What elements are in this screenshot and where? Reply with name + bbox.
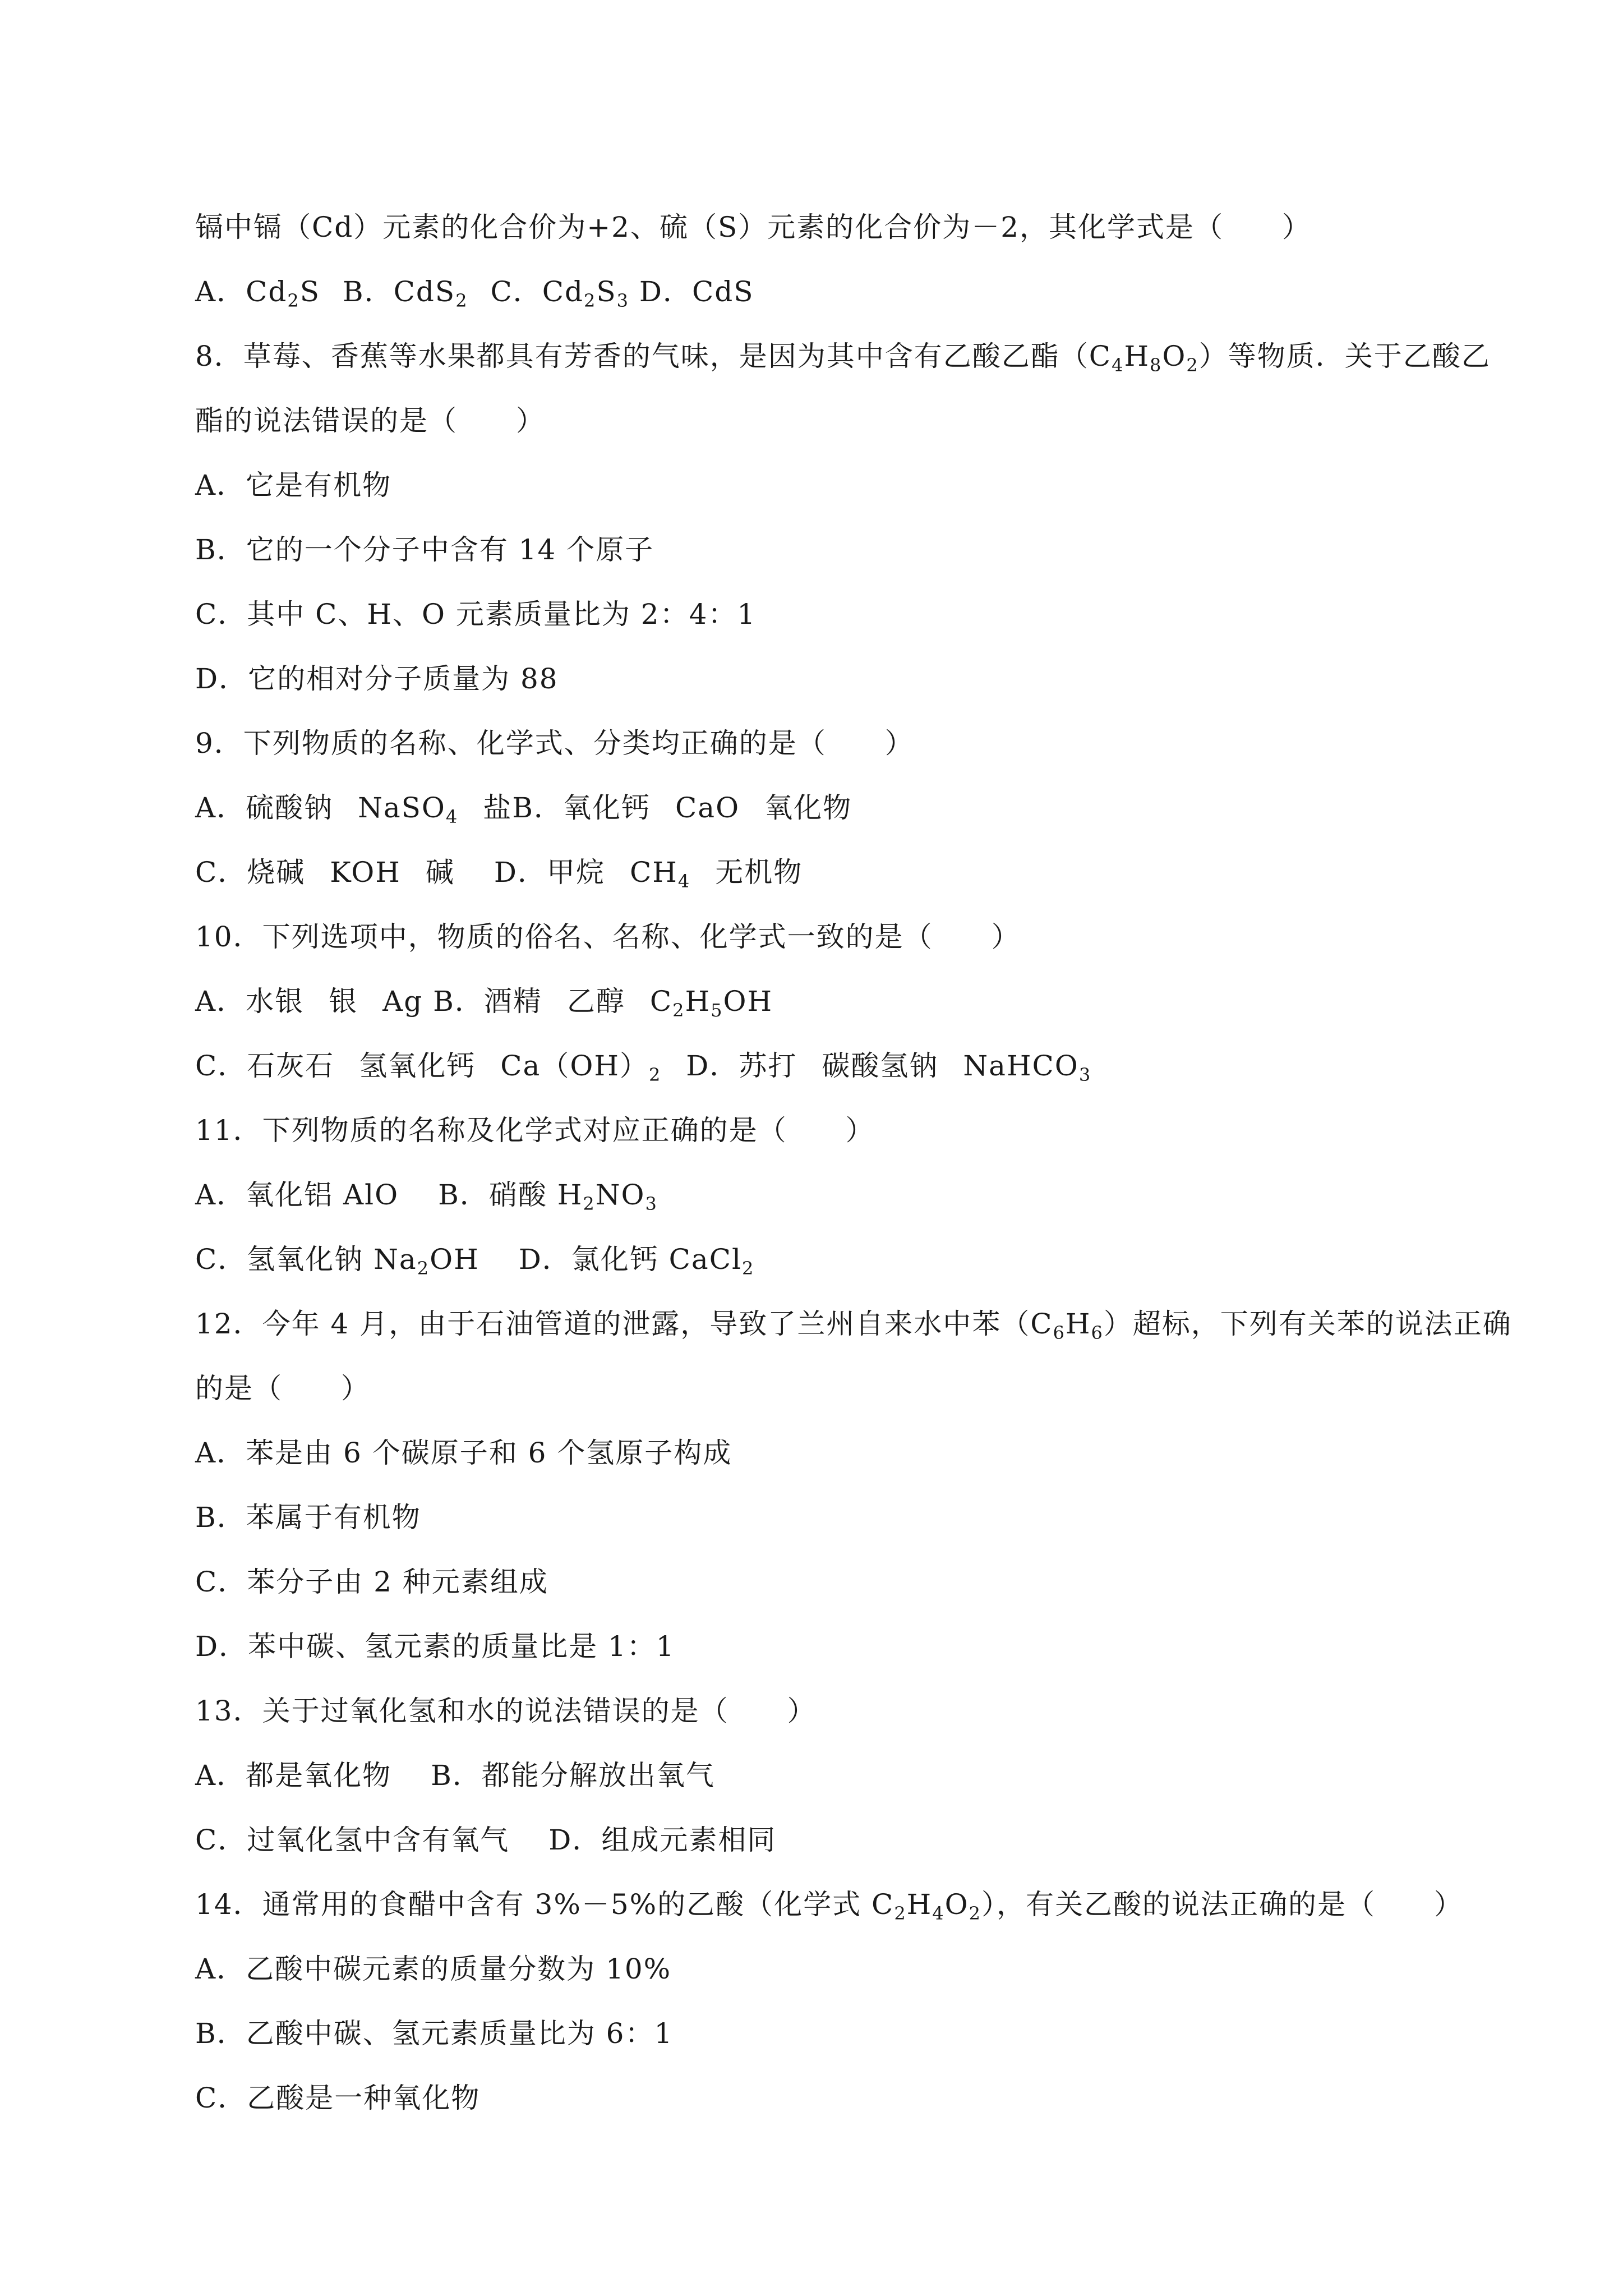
q14-option-b: B．乙酸中碳、氢元素质量比为 6：1 — [195, 2017, 674, 2050]
q14-option-c: C．乙酸是一种氧化物 — [195, 2082, 481, 2114]
q13-options-ab: A．都是氧化物 B．都能分解放出氧气 — [195, 1759, 715, 1792]
q8-option-b: B．它的一个分子中含有 14 个原子 — [195, 533, 654, 566]
q10-options-cd: C．石灰石 氢氧化钙 $Ca(OH)_2$ D．苏打 碳酸氢钠 NaHCO$_3$ — [195, 1050, 1092, 1085]
q13-options-cd: C．过氧化氢中含有氧气 D．组成元素相同 — [195, 1824, 777, 1856]
q11-options-ab: A．氧化铝 AlO B．硝酸 $H_2NO_3$ — [195, 1179, 658, 1214]
q8-option-a: A．它是有机物 — [195, 469, 392, 501]
q8-option-c: C．其中 C、H、O 元素质量比为 2：4：1 — [195, 598, 757, 631]
q8-stem-line1: 8．草莓、香蕉等水果都具有芳香的气味，是因为其中含有乙酸乙酯$(C_4H_8O_2)$等物质．关于乙酸乙 — [195, 340, 1491, 376]
q14-stem: 14．通常用的食醋中含有 3%－5%的乙酸（化学式 $C_2H_4O_2$），有关乙酸的说法正确的是（ ） — [195, 1888, 1463, 1924]
q7-stem-continuation: 镉中镉（Cd）元素的化合价为+2、硫（S）元素的化合价为－2，其化学式是（ ） — [195, 211, 1312, 243]
q12-stem-line2: 的是（ ） — [195, 1372, 370, 1405]
q9-options-cd: C．烧碱 KOH 碱 D．甲烷 $CH_4$ 无机物 — [195, 856, 803, 892]
q8-option-d: D．它的相对分子质量为 88 — [195, 662, 559, 695]
q7-options: A．$Cd_2S$ B．CdS$_2$ C．$Cd_2S_3$ D．CdS — [195, 275, 754, 311]
q13-stem: 13．关于过氧化氢和水的说法错误的是（ ） — [195, 1695, 817, 1727]
q12-option-d: D．苯中碳、氢元素的质量比是 1：1 — [195, 1630, 675, 1663]
q9-stem: 9．下列物质的名称、化学式、分类均正确的是（ ） — [195, 727, 914, 760]
q9-options-ab: A．硫酸钠 NaSO$_4$ 盐B．氧化钙 CaO 氧化物 — [195, 792, 852, 827]
q11-stem: 11．下列物质的名称及化学式对应正确的是（ ） — [195, 1114, 875, 1147]
q10-stem: 10．下列选项中，物质的俗名、名称、化学式一致的是（ ） — [195, 921, 1021, 953]
q12-option-b: B．苯属于有机物 — [195, 1501, 421, 1534]
q12-stem-line1: 12．今年 4 月，由于石油管道的泄露，导致了兰州自来水中苯$(C_6H_6)$超标，下列有关苯的说法正确 — [195, 1308, 1512, 1343]
q10-options-ab: A．水银 银 Ag B．酒精 乙醇 $C_2H_5OH$ — [195, 985, 773, 1021]
q12-option-c: C．苯分子由 2 种元素组成 — [195, 1566, 548, 1598]
q8-stem-line2: 酯的说法错误的是（ ） — [195, 404, 545, 437]
q14-option-a: A．乙酸中碳元素的质量分数为 10% — [195, 1953, 672, 1985]
q11-options-cd: C．氢氧化钠 $Na_2OH$ D．氯化钙 CaCl$_2$ — [195, 1243, 755, 1279]
q12-option-a: A．苯是由 6 个碳原子和 6 个氢原子构成 — [195, 1437, 732, 1469]
